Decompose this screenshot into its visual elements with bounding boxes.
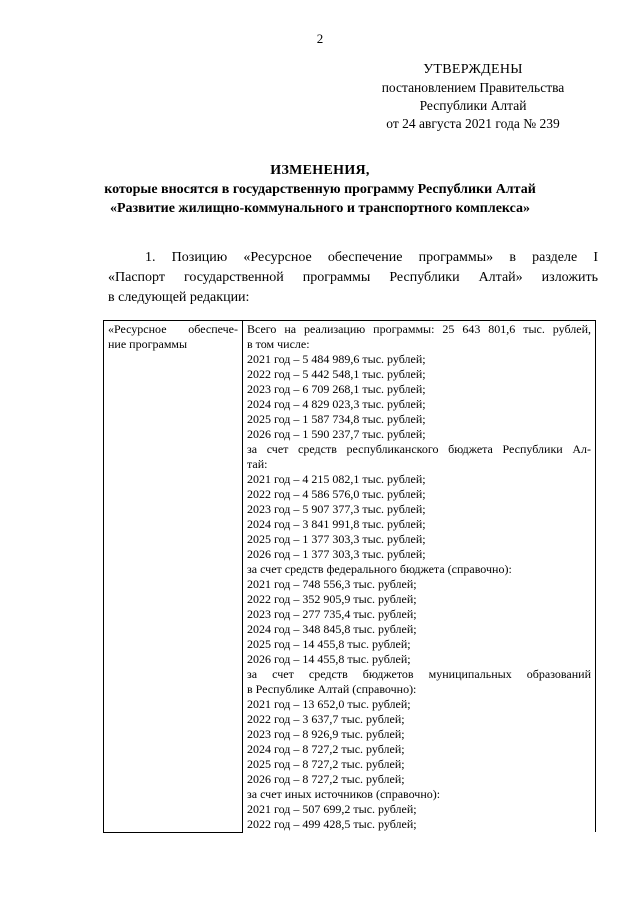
- heading-subtitle: которые вносятся в государственную программу Республики Алтай: [104, 182, 536, 197]
- year-line: 2024 год – 4 829 023,3 тыс. рублей;: [247, 397, 426, 411]
- heading-title: ИЗМЕНЕНИЯ,: [270, 163, 370, 178]
- year-line: 2025 год – 1 587 734,8 тыс. рублей;: [247, 412, 426, 426]
- approval-title: УТВЕРЖДЕНЫ: [423, 62, 523, 77]
- source-heading: за счет средств федерального бюджета (справочно):: [247, 562, 512, 576]
- year-line: 2022 год – 352 905,9 тыс. рублей;: [247, 592, 417, 606]
- year-line: 2021 год – 13 652,0 тыс. рублей;: [247, 697, 411, 711]
- table-label-cell: [104, 321, 243, 833]
- year-line: 2023 год – 5 907 377,3 тыс. рублей;: [247, 502, 426, 516]
- year-line: 2025 год – 8 727,2 тыс. рублей;: [247, 757, 405, 771]
- year-line: 2025 год – 1 377 303,3 тыс. рублей;: [247, 532, 426, 546]
- label-line: ние программы: [108, 337, 188, 351]
- source-heading: в Республике Алтай (справочно):: [247, 682, 417, 696]
- year-line: 2023 год – 277 735,4 тыс. рублей;: [247, 607, 417, 621]
- year-line: 2021 год – 507 699,2 тыс. рублей;: [247, 802, 417, 816]
- label-line: «Ресурсное обеспече-: [108, 322, 238, 336]
- year-line: 2026 год – 1 377 303,3 тыс. рублей;: [247, 547, 426, 561]
- paragraph-line: «Паспорт государственной программы Республики Алтай» изложить: [108, 270, 598, 285]
- source-heading: за счет иных источников (справочно):: [247, 787, 441, 801]
- approval-line: постановлением Правительства: [381, 80, 565, 95]
- year-line: 2026 год – 1 590 237,7 тыс. рублей;: [247, 427, 426, 441]
- year-line: 2022 год – 3 637,7 тыс. рублей;: [247, 712, 405, 726]
- source-heading: за счет средств бюджетов муниципальных образований: [247, 667, 591, 681]
- source-heading: за счет средств республиканского бюджета Республики Ал-: [247, 442, 591, 456]
- paragraph-line: в следующей редакции:: [108, 290, 250, 305]
- year-line: 2021 год – 5 484 989,6 тыс. рублей;: [247, 352, 426, 366]
- year-line: 2026 год – 14 455,8 тыс. рублей;: [247, 652, 411, 666]
- paragraph-line: 1. Позицию «Ресурсное обеспечение программы» в разделе I: [145, 250, 598, 265]
- year-line: 2024 год – 8 727,2 тыс. рублей;: [247, 742, 405, 756]
- year-line: 2021 год – 4 215 082,1 тыс. рублей;: [247, 472, 426, 486]
- approval-line: Республики Алтай: [419, 98, 527, 113]
- heading-program-name: «Развитие жилищно-коммунального и транспортного комплекса»: [109, 201, 531, 216]
- year-line: 2024 год – 348 845,8 тыс. рублей;: [247, 622, 417, 636]
- document-heading: [0, 161, 640, 218]
- resource-table: [103, 320, 596, 833]
- year-line: 2022 год – 4 586 576,0 тыс. рублей;: [247, 487, 426, 501]
- amendment-paragraph: [108, 248, 598, 308]
- year-line: 2024 год – 3 841 991,8 тыс. рублей;: [247, 517, 426, 531]
- total-line: Всего на реализацию программы: 25 643 801,6 тыс. рублей,: [247, 322, 591, 336]
- year-line: 2021 год – 748 556,3 тыс. рублей;: [247, 577, 417, 591]
- total-line: в том числе:: [247, 337, 310, 351]
- approval-date-line: от 24 августа 2021 года № 239: [386, 116, 560, 131]
- year-line: 2022 год – 5 442 548,1 тыс. рублей;: [247, 367, 426, 381]
- year-line: 2023 год – 6 709 268,1 тыс. рублей;: [247, 382, 426, 396]
- table-value-cell: [243, 321, 596, 833]
- year-line: 2023 год – 8 926,9 тыс. рублей;: [247, 727, 405, 741]
- page-number: 2: [316, 31, 324, 46]
- table-row: [104, 321, 596, 833]
- year-line: 2022 год – 499 428,5 тыс. рублей;: [247, 817, 417, 831]
- source-heading: тай:: [247, 457, 268, 471]
- year-line: 2025 год – 14 455,8 тыс. рублей;: [247, 637, 411, 651]
- approval-block: [358, 61, 588, 133]
- year-line: 2026 год – 8 727,2 тыс. рублей;: [247, 772, 405, 786]
